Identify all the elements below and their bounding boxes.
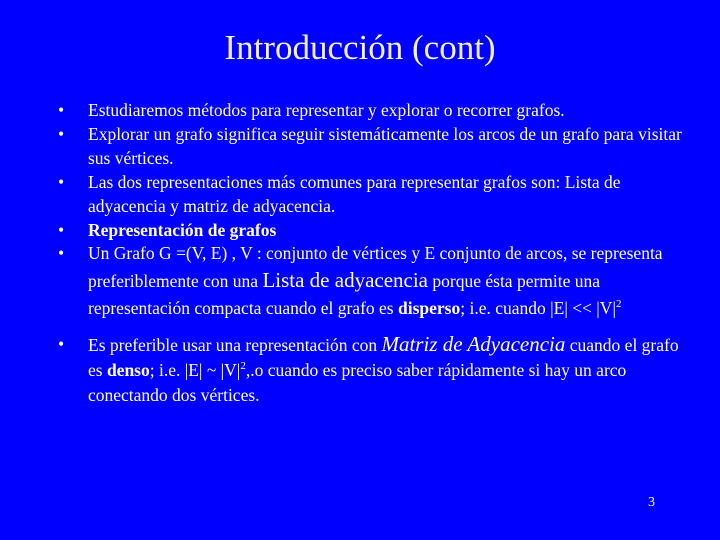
bullet-text: Explorar un grafo significa seguir sistemáticamente los arcos de un grafo para visitar sus vértices.: [88, 124, 682, 168]
emphasis-text: Lista de adyacencia: [262, 268, 429, 292]
bullet-item: [58, 332, 688, 408]
bullet-text: cuando el grafo es: [88, 335, 679, 380]
bullet-item: [58, 122, 688, 170]
bold-term: disperso: [397, 298, 461, 318]
bullet-text: Estudiaremos métodos para representar y explorar o recorrer grafos.: [88, 100, 565, 120]
bullet-dot: •: [58, 243, 65, 263]
bullet-dot: •: [58, 220, 65, 240]
bullet-list: [58, 98, 688, 408]
bullet-item: [58, 98, 688, 122]
bullet-text-bold: Representación de grafos: [88, 220, 277, 240]
bullet-item: [58, 240, 688, 322]
emphasis-text: Matriz de Adyacencia: [381, 332, 566, 356]
bullet-dot: •: [58, 100, 65, 120]
superscript: 2: [615, 298, 622, 311]
bullet-text: ; i.e. |E| ~ |V|: [149, 360, 241, 380]
bullet-text: porque ésta permite una representación compacta cuando el grafo es: [88, 271, 601, 318]
bullet-dot: •: [58, 172, 65, 192]
bullet-dot: •: [58, 124, 65, 144]
bullet-item: [58, 170, 688, 218]
bullet-text: Un Grafo G =(V, E) , V : conjunto de vértices y E conjunto de arcos, se representa preferiblemente con una: [88, 243, 663, 291]
bold-term: denso: [106, 360, 150, 380]
page-number: 3: [648, 495, 655, 510]
bullet-text: Es preferible usar una representación con: [88, 335, 382, 355]
bullet-text: ; i.e. cuando |E| << |V|: [460, 298, 616, 318]
bullet-dot: •: [58, 334, 65, 354]
slide-title: Introducción (cont): [224, 28, 496, 67]
bullet-text: Las dos representaciones más comunes para representar grafos son: Lista de adyacencia y matriz de adyacencia.: [88, 172, 621, 216]
bullet-text: ,.o cuando es preciso saber rápidamente si hay un arco conectando dos vértices.: [88, 360, 627, 405]
bullet-item: [58, 218, 688, 242]
superscript: 2: [240, 360, 246, 373]
